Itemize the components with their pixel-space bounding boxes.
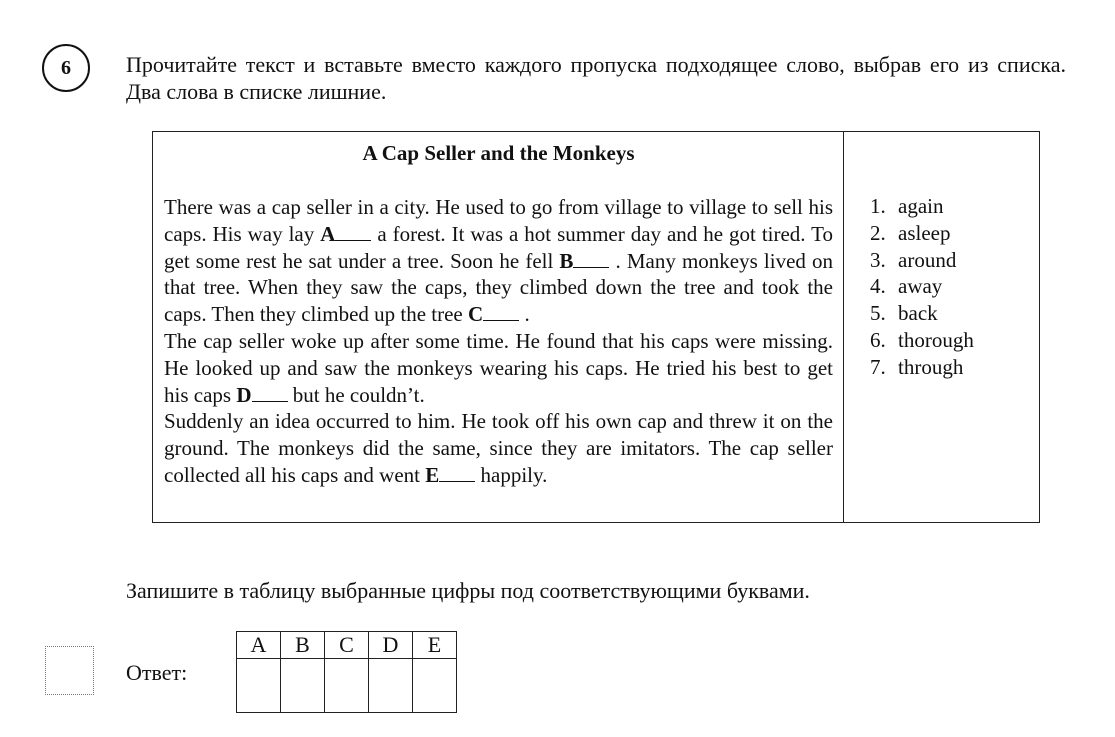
text-and-words-table [152, 131, 1040, 523]
gap-label: D [236, 382, 252, 407]
gap-e [425, 462, 475, 489]
gap-a [320, 221, 371, 248]
word-number: 3. [870, 247, 886, 272]
task-instruction: Прочитайте текст и вставьте вместо каждого пропуска подходящее слово, выбрав его из списка. Два слова в списке лишние. [126, 52, 1066, 104]
answer-label: Ответ: [126, 660, 188, 685]
word-list [870, 193, 1039, 381]
word-text: asleep [898, 220, 951, 245]
word-text: through [898, 354, 964, 379]
blank-line [483, 304, 519, 321]
word-text: away [898, 274, 943, 299]
story-text: . [519, 302, 530, 327]
answer-letter-c: C [325, 632, 369, 659]
answer-cell-a[interactable] [237, 659, 281, 713]
story-text: The cap seller woke up after some time. He found that his caps were missing. He looked up and saw the monkeys wearing his caps. He tried his best to get his caps [164, 328, 833, 407]
gap-label: E [425, 462, 440, 487]
word-number: 6. [870, 327, 886, 352]
word-item [870, 354, 1039, 381]
story-text: There was a cap seller in a city. He used to go from village to village to sell his caps. His way lay [164, 195, 833, 246]
blank-line [252, 385, 288, 402]
task-number-badge [42, 44, 90, 92]
answer-cell-b[interactable] [281, 659, 325, 713]
gap-b [559, 248, 609, 275]
answer-letter-a: A [237, 632, 281, 659]
story-text: . Many monkeys lived on that tree. When they saw the caps, they climbed down the tree and took the caps. Then they climbed up the tree [164, 248, 833, 327]
word-item [870, 300, 1039, 327]
gap-label: A [320, 221, 336, 246]
answer-table [236, 631, 457, 713]
word-number: 4. [870, 274, 886, 299]
story-text: happily. [475, 462, 548, 487]
answer-letter-e: E [413, 632, 457, 659]
word-text: back [898, 301, 938, 326]
word-number: 7. [870, 354, 886, 379]
word-item [870, 247, 1039, 274]
answer-instruction: Запишите в таблицу выбранные цифры под соответствующими буквами. [126, 578, 810, 603]
gap-d [236, 382, 287, 409]
story-cell [153, 132, 844, 522]
word-number: 5. [870, 301, 886, 326]
gap-label: B [559, 248, 574, 273]
answer-letter-b: B [281, 632, 325, 659]
blank-line [439, 465, 475, 482]
task-number: 6 [61, 56, 71, 79]
story-paragraph-3 [164, 408, 833, 488]
answer-cell-e[interactable] [413, 659, 457, 713]
score-box [45, 646, 94, 695]
word-text: thorough [898, 327, 974, 352]
word-text: again [898, 194, 944, 218]
word-list-cell [844, 132, 1039, 522]
blank-line [573, 251, 609, 268]
answer-cell-c[interactable] [325, 659, 369, 713]
word-item [870, 327, 1039, 354]
story-text: but he couldn’t. [287, 382, 425, 407]
blank-line [335, 224, 371, 241]
answer-header-row [237, 632, 457, 659]
story-title: A Cap Seller and the Monkeys [362, 141, 635, 165]
answer-cell-d[interactable] [369, 659, 413, 713]
story-paragraph-1 [164, 194, 833, 328]
word-item [870, 273, 1039, 300]
story-paragraph-2 [164, 328, 833, 408]
word-number: 2. [870, 220, 886, 245]
gap-label: C [468, 302, 484, 327]
story-text: Suddenly an idea occurred to him. He took off his own cap and threw it on the ground. The monkeys did the same, since they are imitators. The cap seller collected all his caps and went [164, 409, 833, 487]
word-number: 1. [870, 194, 886, 218]
story-text: a forest. It was a hot summer day and he got tired. To get some rest he sat under a tree. Soon he fell [164, 221, 833, 273]
word-text: around [898, 247, 957, 272]
gap-c [468, 301, 519, 328]
word-item [870, 193, 1039, 220]
word-item [870, 220, 1039, 247]
answer-input-row [237, 659, 457, 713]
answer-letter-d: D [369, 632, 413, 659]
